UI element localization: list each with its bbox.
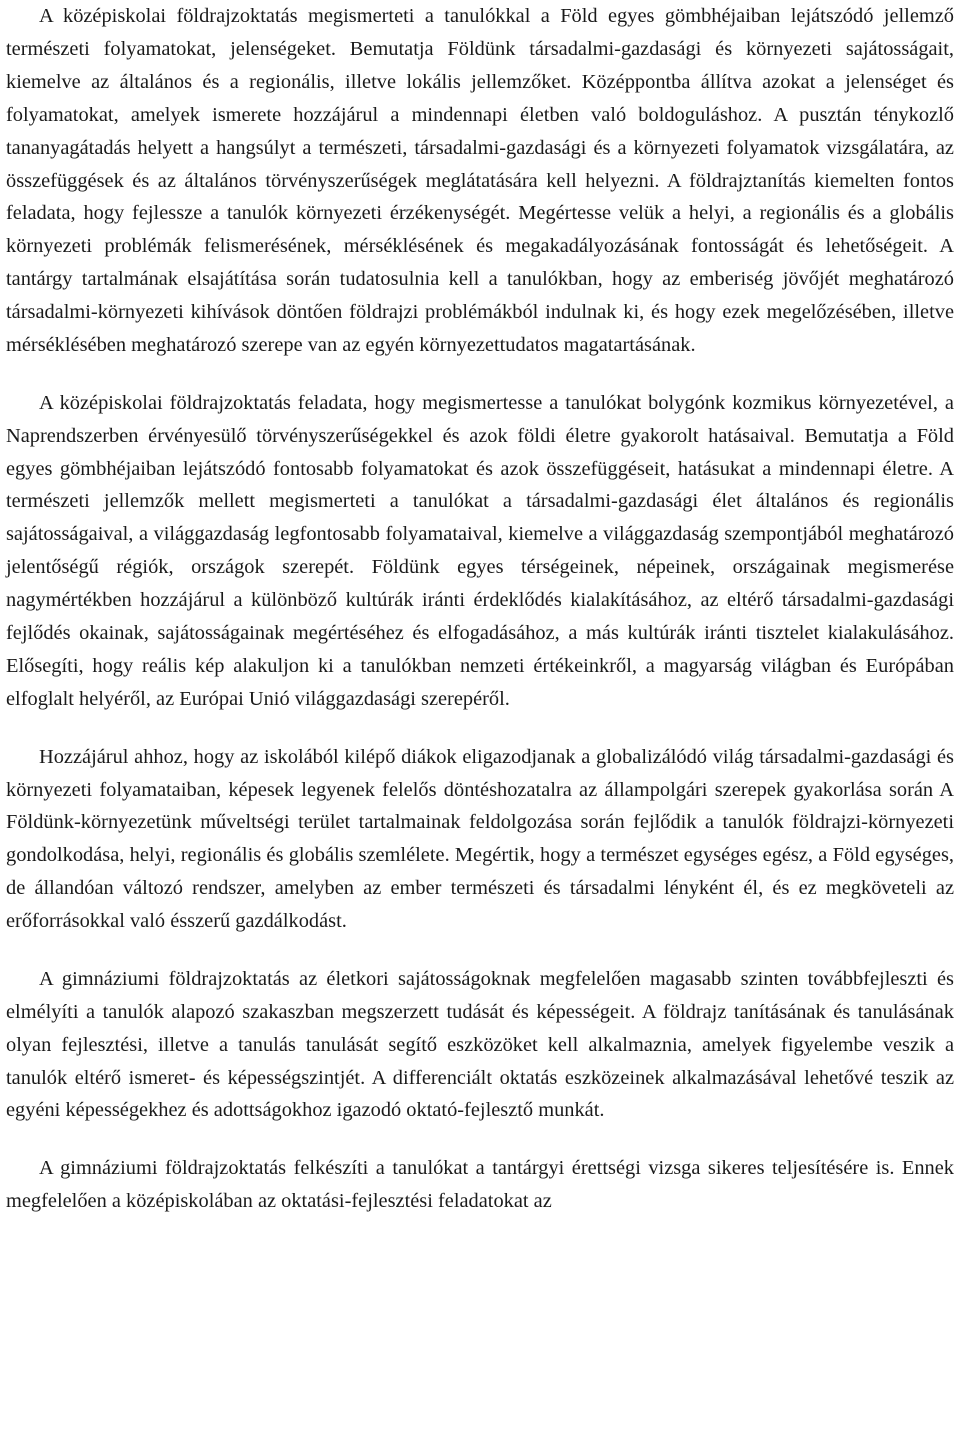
paragraph: Hozzájárul ahhoz, hogy az iskolából kilépő diákok eligazodjanak a globalizálódó világ társadalmi-gazdasági és környezeti folyamataiban, képesek legyenek felelős döntéshozatalra az állampolgári szerepek gyakorlása során A Földünk-környezetünk műveltségi terület tartalmainak feldolgozása során fejlődik a tanulók földrajzi-környezeti gondolkodása, helyi, regionális és globális szemlélete. Megértik, hogy a természet egységes egész, a Föld egységes, de állandóan változó rendszer, amelyben az ember természeti és társadalmi lényként él, és ez megköveteli az erőforrásokkal való ésszerű gazdálkodást. <box>6 745 954 933</box>
paragraph: A gimnáziumi földrajzoktatás felkészíti a tanulókat a tantárgyi érettségi vizsga sikeres teljesítésére is. Ennek megfelelően a középiskolában az oktatási-fejlesztési feladatokat az <box>6 1157 954 1213</box>
document-page <box>6 0 954 1218</box>
paragraph: A középiskolai földrajzoktatás megismerteti a tanulókkal a Föld egyes gömbhéjaiban lejátszódó jellemző természeti folyamatokat, jelenségeket. Bemutatja Földünk társadalmi-gazdasági és környezeti sajátosságait, kiemelve az általános és a regionális, illetve lokális jellemzőket. Középpontba állítva azokat a jelenséget és folyamatokat, amelyek ismerete hozzájárul a mindennapi életben való boldoguláshoz. A pusztán ténykozlő tananyagátadás helyett a hangsúlyt a természeti, társadalmi-gazdasági és a környezeti folyamatok vizsgálatára, az összefüggések és az általános törvényszerűségek meglátatására kell helyezni. A földrajztanítás kiemelten fontos feladata, hogy fejlessze a tanulók környezeti érzékenységét. Megértesse velük a helyi, a regionális és a globális környezeti problémák felismerésének, mérséklésének és megakadályozásának fontosságát és lehetőségeit. A tantárgy tartalmának elsajátítása során tudatosulnia kell a tanulókban, hogy az emberiség jövőjét meghatározó társadalmi-környezeti kihívások döntően földrajzi problémákból indulnak ki, és hogy ezek megelőzésében, illetve mérséklésében meghatározó szerepe van az egyén környezettudatos magatartásának. <box>6 5 954 357</box>
paragraph: A gimnáziumi földrajzoktatás az életkori sajátosságoknak megfelelően magasabb szinten továbbfejleszti és elmélyíti a tanulók alapozó szakaszban megszerzett tudását és képességeit. A földrajz tanításának és tanulásának olyan fejlesztési, illetve a tanulás tanulását segítő eszközöket kell alkalmaznia, amelyek figyelembe veszik a tanulók eltérő ismeret- és képességszintjét. A differenciált oktatás eszközeinek alkalmazásával lehetővé teszik az egyéni képességekhez és adottságokhoz igazodó oktató-fejlesztő munkát. <box>6 967 954 1122</box>
paragraph: A középiskolai földrajzoktatás feladata, hogy megismertesse a tanulókat bolygónk kozmikus környezetével, a Naprendszerben érvényesülő törvényszerűségekkel és azok földi életre gyakorolt hatásaival. Bemutatja a Föld egyes gömbhéjaiban lejátszódó fontosabb folyamatokat és azok összefüggéseit, hatásukat a mindennapi életre. A természeti jellemzők mellett megismerteti a tanulókat a társadalmi-gazdasági élet általános és regionális sajátosságaival, a világgazdaság legfontosabb folyamataival, kiemelve a világgazdaság szempontjából meghatározó jelentőségű régiók, országok szerepét. Földünk egyes térségeinek, népeinek, országainak megismerése nagymértékben hozzájárul a különböző kultúrák iránti érdeklődés kialakításához, az eltérő társadalmi-gazdasági fejlődés okainak, sajátosságainak megértéséhez és elfogadásához, a más kultúrák iránti tisztelet kialakulásához. Elősegíti, hogy reális kép alakuljon ki a tanulókban nemzeti értékeinkről, a magyarság világban és Európában elfoglalt helyéről, az Európai Unió világgazdasági szerepéről. <box>6 391 954 710</box>
